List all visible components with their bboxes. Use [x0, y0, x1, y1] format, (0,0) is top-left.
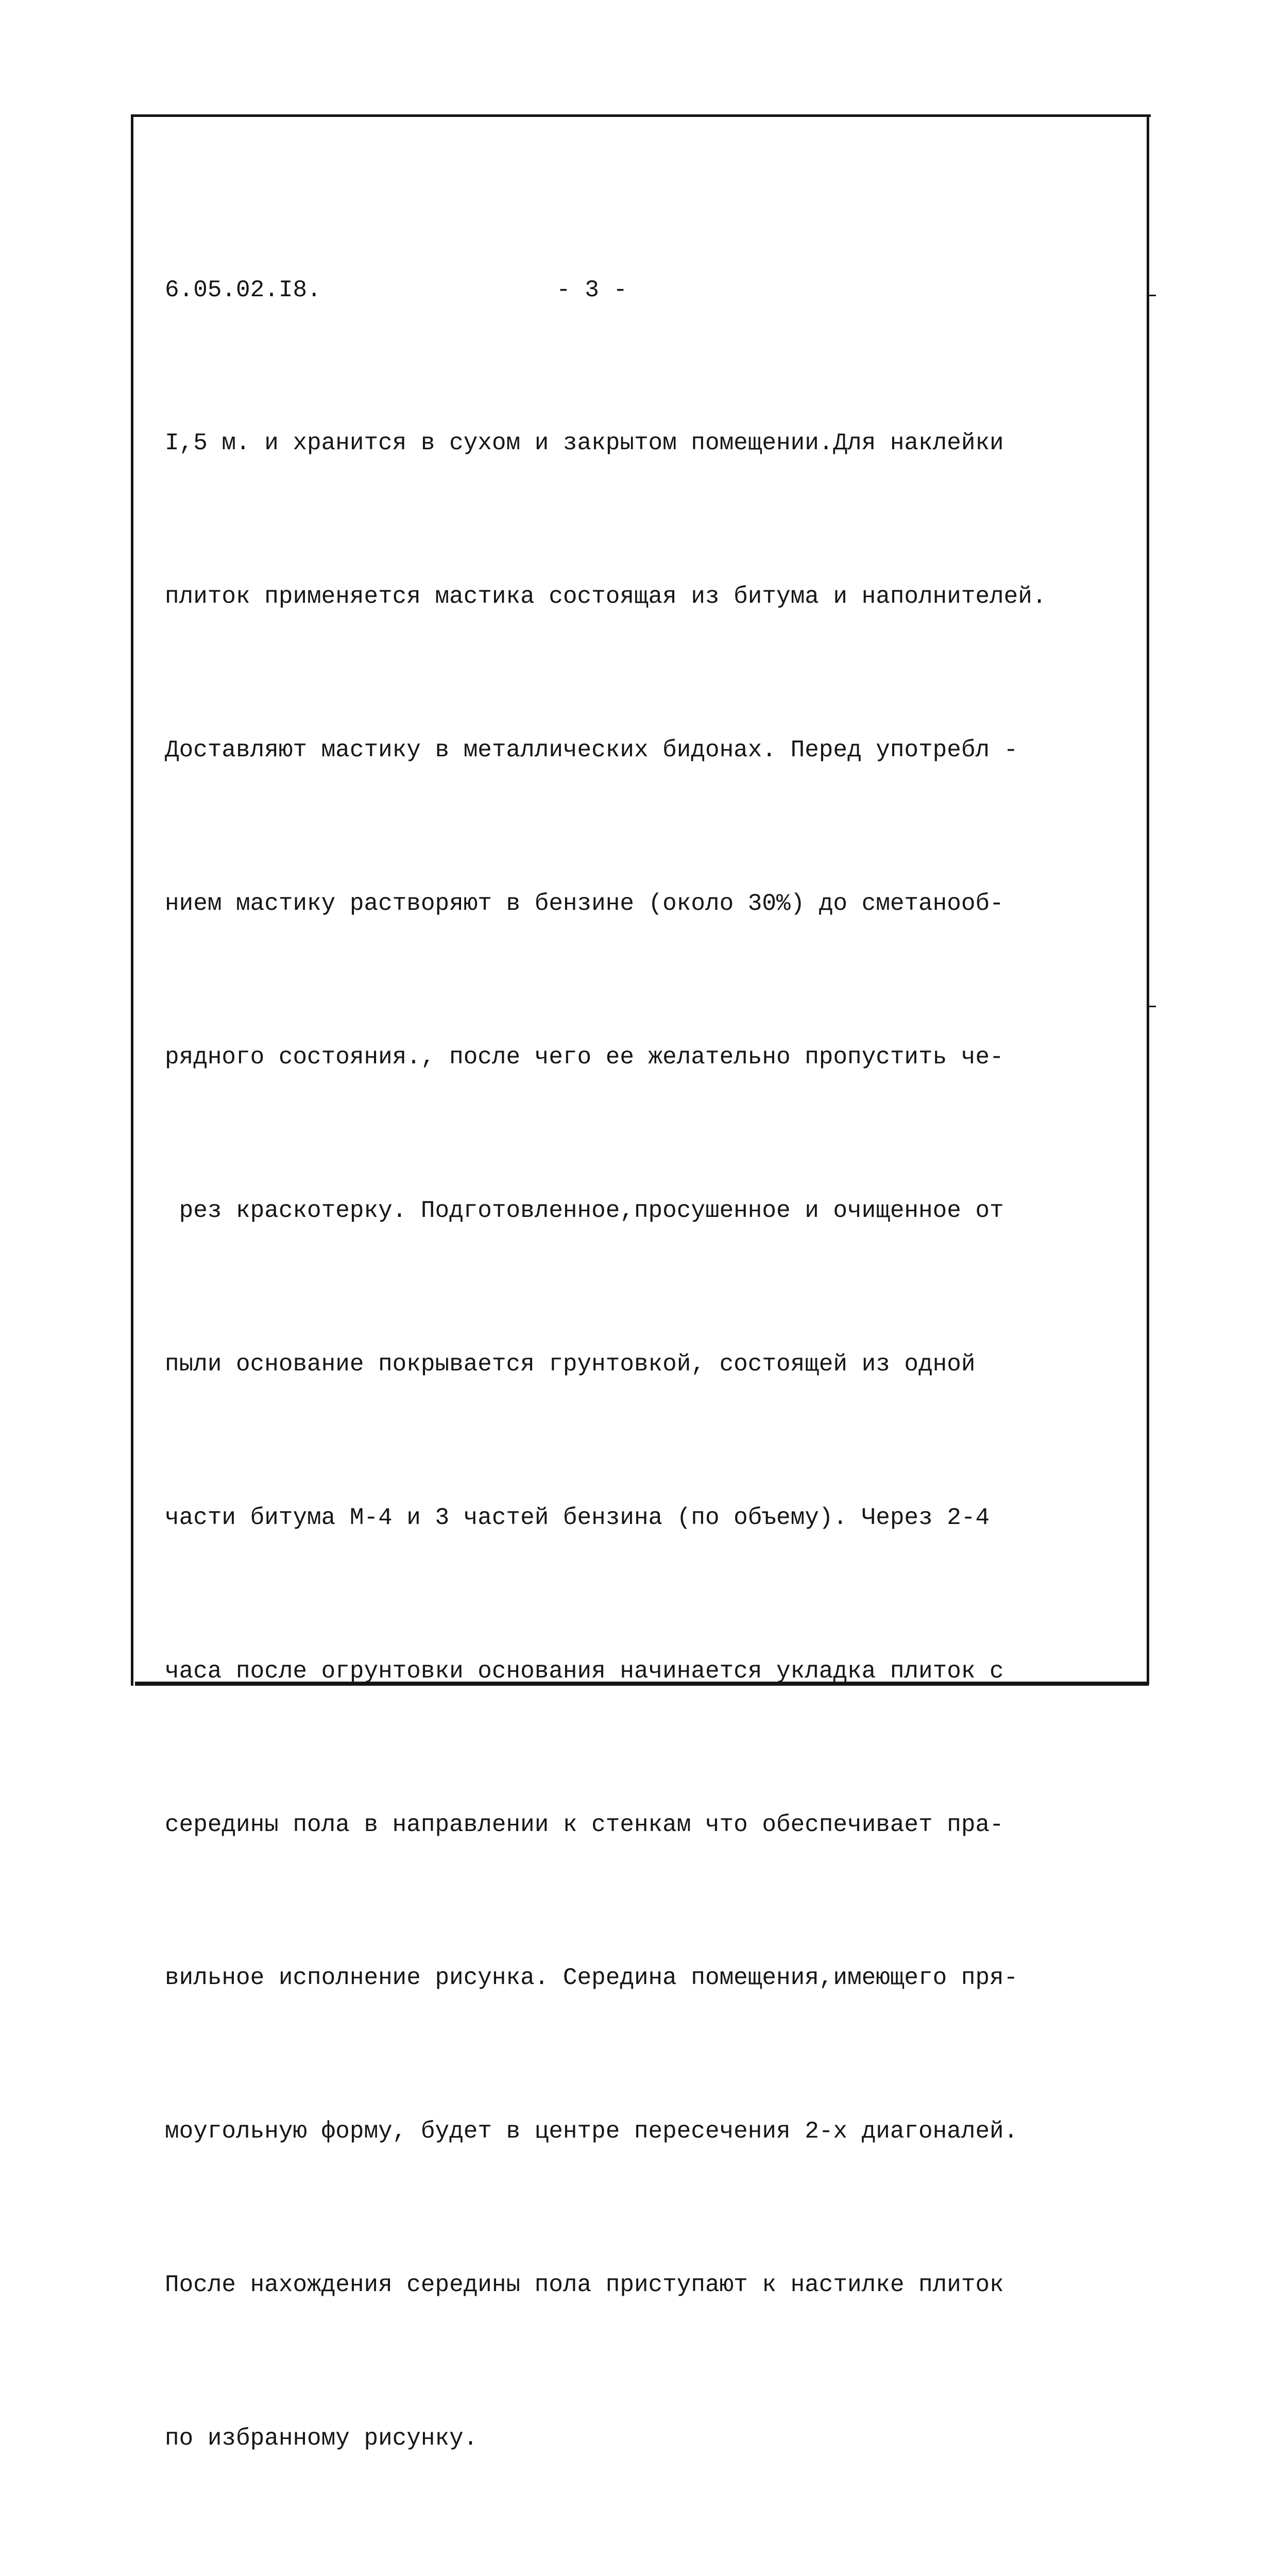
- text-line: рез краскотерку. Подготовленное,просушенное и очищенное от: [165, 1197, 1004, 1224]
- page-number: - 3 -: [556, 276, 628, 303]
- text-line: рядного состояния., после чего ее желательно пропустить че-: [165, 1044, 1004, 1071]
- typed-document-text: [165, 162, 1144, 2576]
- margin-tick-mark: [1147, 1006, 1156, 1007]
- text-line: Доставляют мастику в металлических бидонах. Перед употребл -: [165, 737, 1018, 764]
- document-code: 6.05.02.I8.: [165, 276, 321, 303]
- margin-tick-mark: [1147, 295, 1156, 296]
- text-line: пыли основание покрывается грунтовкой, состоящей из одной: [165, 1350, 976, 1378]
- text-line: вильное исполнение рисунка. Середина помещения,имеющего пря-: [165, 1964, 1018, 1992]
- text-line: части битума М-4 и 3 частей бензина (по объему). Через 2-4: [165, 1504, 990, 1531]
- page-frame-top-border: [131, 114, 1151, 117]
- text-line: I,5 м. и хранится в сухом и закрытом помещении.Для наклейки: [165, 430, 1004, 457]
- text-line: часа после огрунтовки основания начинается укладка плиток с: [165, 1657, 1004, 1685]
- page-frame-right-border: [1147, 114, 1149, 1685]
- page-header: [165, 265, 1144, 316]
- text-line: нием мастику растворяют в бензине (около 30%) до сметанооб-: [165, 890, 1004, 918]
- paragraph-start-line: [165, 2567, 1144, 2576]
- text-line: середины пола в направлении к стенкам что обеспечивает пра-: [165, 1811, 1004, 1838]
- text-line: плиток применяется мастика состоящая из битума и наполнителей.: [165, 583, 1047, 611]
- page-frame-left-border: [131, 114, 133, 1686]
- text-line: по избранному рисунку.: [165, 2425, 478, 2452]
- text-line: После нахождения середины пола приступают к настилке плиток: [165, 2272, 1004, 2299]
- text-line: моугольную форму, будет в центре пересечения 2-х диагоналей.: [165, 2118, 1018, 2145]
